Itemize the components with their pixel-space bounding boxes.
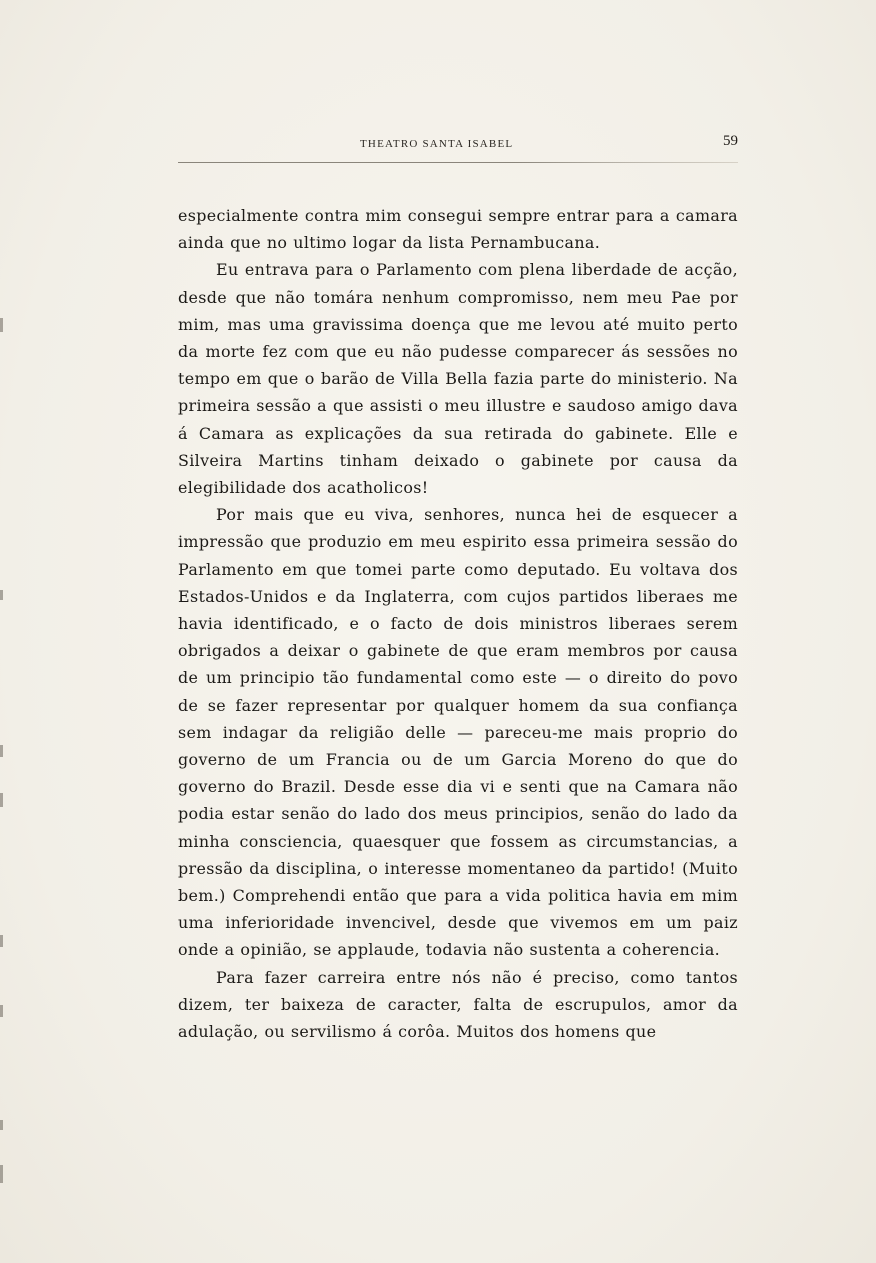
page-edge-mark <box>0 793 3 807</box>
page-edge-mark <box>0 1165 3 1183</box>
paragraph: especialmente contra mim consegui sempre entrar para a camara ainda que no ultimo logar da lista Pernambucana. <box>178 206 738 253</box>
paragraph: Por mais que eu viva, senhores, nunca hei de esquecer a impressão que produzio em meu espirito essa primeira sessão do Parlamento em que tomei parte como deputado. Eu voltava dos Estados-Unidos e da Inglaterra, com cujos partidos liberaes me havia identificado, e o facto de dois ministros liberaes serem obrigados a deixar o gabinete de que eram membros por causa de um principio tão fundamental como este — o direito do povo de se fazer representar por qualquer homem da sua confiança sem indagar da religião delle — pareceu-me mais proprio do governo de um Francia ou de um Garcia Moreno do que do governo do Brazil. Desde esse dia vi e senti que na Camara não podia estar senão do lado dos meus principios, senão do lado da minha consciencia, quaesquer que fossem as circumstancias, a pressão da disciplina, o interesse momentaneo da partido! (Muito bem.) Comprehendi então que para a vida politica havia em mim uma inferioridade invencivel, desde que vivemos em um paiz onde a opinião, se applaude, todavia não sustenta a coherencia. <box>178 505 738 960</box>
paragraph: Eu entrava para o Parlamento com plena liberdade de acção, desde que não tomára nenhum compromisso, nem meu Pae por mim, mas uma gravissima doença que me levou até muito perto da morte fez com que eu não pudesse comparecer ás sessões no tempo em que o barão de Villa Bella fazia parte do ministerio. Na primeira sessão a que assisti o meu illustre e saudoso amigo dava á Camara as explicações da sua retirada do gabinete. Elle e Silveira Martins tinham deixado o gabinete por causa da elegibilidade dos acatholicos! <box>178 260 738 498</box>
page-number: 59 <box>723 133 738 149</box>
page-edge-mark <box>0 318 3 332</box>
running-title: THEATRO SANTA ISABEL <box>360 138 514 150</box>
page-edge-mark <box>0 745 3 757</box>
page-edge-mark <box>0 590 3 600</box>
body-text <box>178 202 738 1045</box>
paragraph: Para fazer carreira entre nós não é preciso, como tantos dizem, ter baixeza de caracter, falta de escrupulos, amor da adulação, ou servilismo á corôa. Muitos dos homens que <box>178 967 738 1042</box>
page-header <box>178 133 738 155</box>
page-edge-mark <box>0 1005 3 1017</box>
header-rule <box>178 162 738 163</box>
page-edge-mark <box>0 1120 3 1130</box>
page-edge-mark <box>0 935 3 947</box>
